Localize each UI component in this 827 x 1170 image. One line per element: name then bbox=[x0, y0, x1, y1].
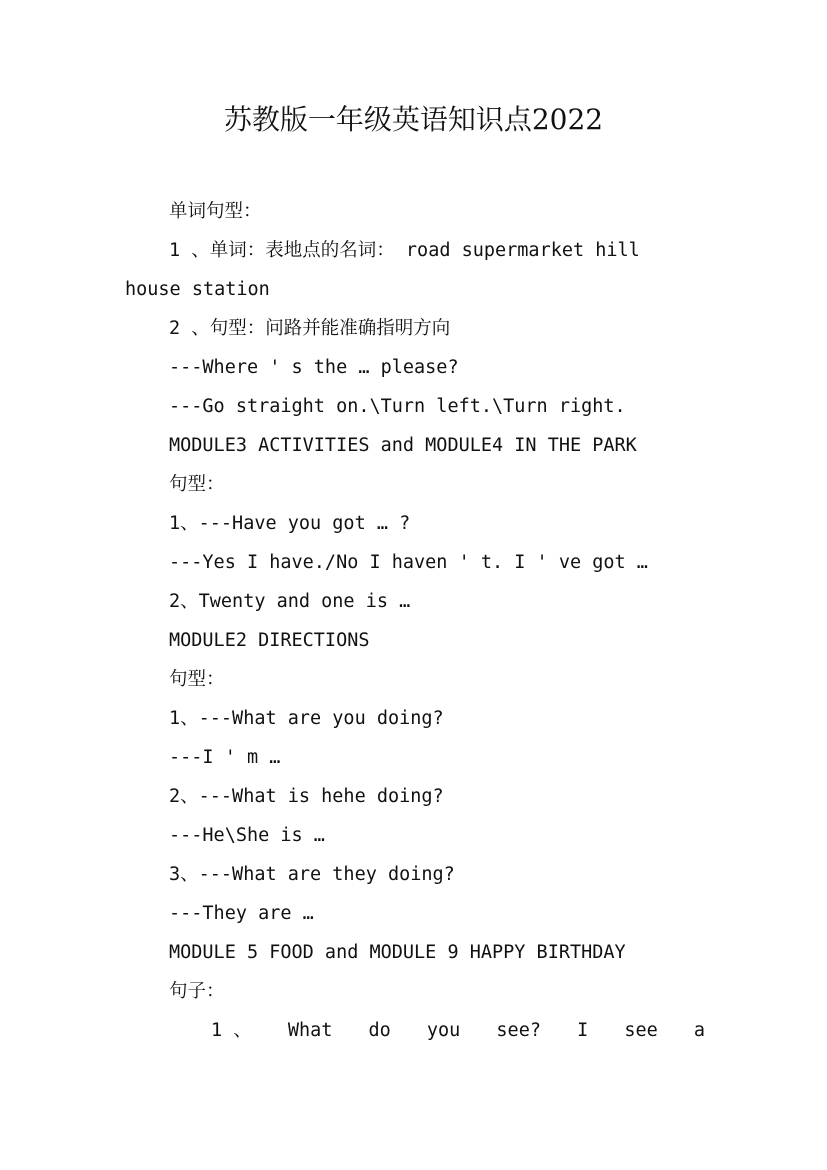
sentence-label: 句子： bbox=[169, 981, 225, 1002]
section-heading-vocab-sentences: 单词句型： bbox=[169, 201, 262, 222]
example-what-are-you-doing: 1、---What are you doing? bbox=[169, 708, 444, 729]
example-question-where: ---Where ' s the … please? bbox=[169, 357, 459, 378]
vocab-place-nouns-continued: house station bbox=[125, 279, 270, 300]
word: do bbox=[368, 1020, 391, 1041]
sentence-pattern-label: 句型： bbox=[169, 474, 225, 495]
word: see? bbox=[496, 1020, 541, 1041]
example-have-you-got: 1、---Have you got … ? bbox=[169, 513, 411, 534]
sentence-pattern-directions: 2 、句型：问路并能准确指明方向 bbox=[169, 318, 451, 339]
example-what-are-they-doing: 3、---What are they doing? bbox=[169, 864, 455, 885]
word: 1 、 bbox=[211, 1020, 252, 1041]
vocab-place-nouns: 1 、单词：表地点的名词： road supermarket hill bbox=[169, 240, 640, 261]
word: I bbox=[577, 1020, 589, 1041]
example-what-do-you-see bbox=[125, 1011, 705, 1050]
example-twenty-and-one: 2、Twenty and one is … bbox=[169, 591, 411, 612]
module-heading-2: MODULE2 DIRECTIONS bbox=[169, 630, 370, 651]
document-body bbox=[125, 192, 705, 1050]
sentence-pattern-label-2: 句型： bbox=[169, 669, 225, 690]
example-answer-directions: ---Go straight on.\Turn left.\Turn right. bbox=[169, 396, 626, 417]
example-he-she-is: ---He\She is … bbox=[169, 825, 325, 846]
document-title: 苏教版一年级英语知识点2022 bbox=[223, 103, 604, 136]
word: a bbox=[693, 1020, 705, 1041]
module-heading-3-4: MODULE3 ACTIVITIES and MODULE4 IN THE PARK bbox=[169, 435, 637, 456]
example-what-is-he-doing: 2、---What is hehe doing? bbox=[169, 786, 444, 807]
word: you bbox=[426, 1020, 461, 1041]
example-they-are: ---They are … bbox=[169, 903, 314, 924]
word: see bbox=[624, 1020, 658, 1041]
example-i-am: ---I ' m … bbox=[169, 747, 281, 768]
example-yes-i-have: ---Yes I have./No I haven ' t. I ' ve got … bbox=[169, 552, 648, 573]
module-heading-5-9: MODULE 5 FOOD and MODULE 9 HAPPY BIRTHDAY bbox=[169, 942, 626, 963]
word: What bbox=[287, 1020, 333, 1041]
